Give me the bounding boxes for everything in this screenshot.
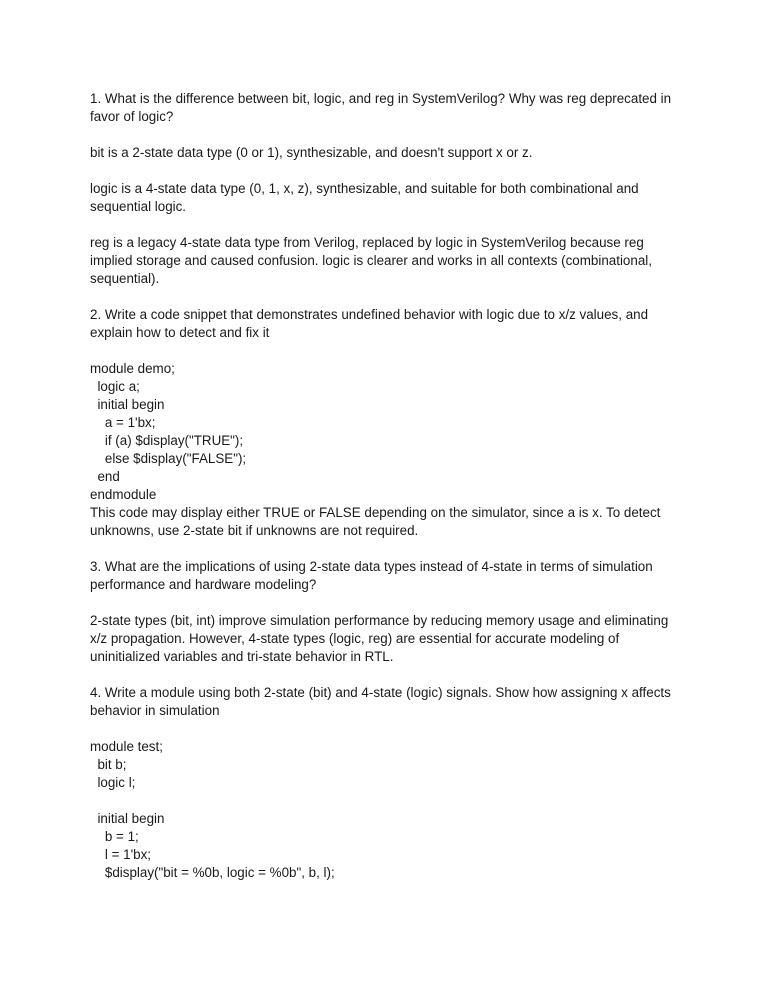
q2-code-block [90,360,680,504]
code-line: initial begin [90,397,165,412]
code-line: b = 1; [90,829,139,844]
code-line: module demo; [90,361,175,376]
code-line: endmodule [90,487,157,502]
q4-code-block [90,738,680,882]
code-line: logic a; [90,379,140,394]
code-line: initial begin [90,811,165,826]
code-line: l = 1'bx; [90,847,151,862]
code-line: else $display("FALSE"); [90,451,247,466]
code-line: logic l; [90,775,136,790]
q2-explanation: This code may display either TRUE or FALSE depending on the simulator, since a is x. To detect unknowns, use 2-state bit if unknowns are not required. [90,505,661,538]
q3-answer: 2-state types (bit, int) improve simulation performance by reducing memory usage and eliminating x/z propagation. However, 4-state types (logic, reg) are essential for accurate modeling of uninitialized variables and tri-state behavior in RTL. [90,613,669,664]
q3-question: 3. What are the implications of using 2-state data types instead of 4-state in terms of simulation performance and hardware modeling? [90,559,653,592]
code-line: module test; [90,739,163,754]
code-line: if (a) $display("TRUE"); [90,433,244,448]
code-line: end [90,469,120,484]
q2-question: 2. Write a code snippet that demonstrates undefined behavior with logic due to x/z values, and explain how to detect and fix it [90,307,649,340]
q1-answer-logic: logic is a 4-state data type (0, 1, x, z), synthesizable, and suitable for both combinational and sequential logic. [90,181,639,214]
q1-question: 1. What is the difference between bit, logic, and reg in SystemVerilog? Why was reg deprecated in favor of logic? [90,91,672,124]
code-blank-line [90,792,680,810]
code-line: bit b; [90,757,127,772]
code-line: $display("bit = %0b, logic = %0b", b, l); [90,865,335,880]
q1-answer-bit: bit is a 2-state data type (0 or 1), synthesizable, and doesn't support x or z. [90,145,533,160]
q4-question: 4. Write a module using both 2-state (bit) and 4-state (logic) signals. Show how assigning x affects behavior in simulation [90,685,671,718]
q1-answer-reg: reg is a legacy 4-state data type from Verilog, replaced by logic in SystemVerilog because reg implied storage and caused confusion. logic is clearer and works in all contexts (combinational, sequential). [90,235,652,286]
code-line: a = 1'bx; [90,415,156,430]
document-content [90,90,680,882]
